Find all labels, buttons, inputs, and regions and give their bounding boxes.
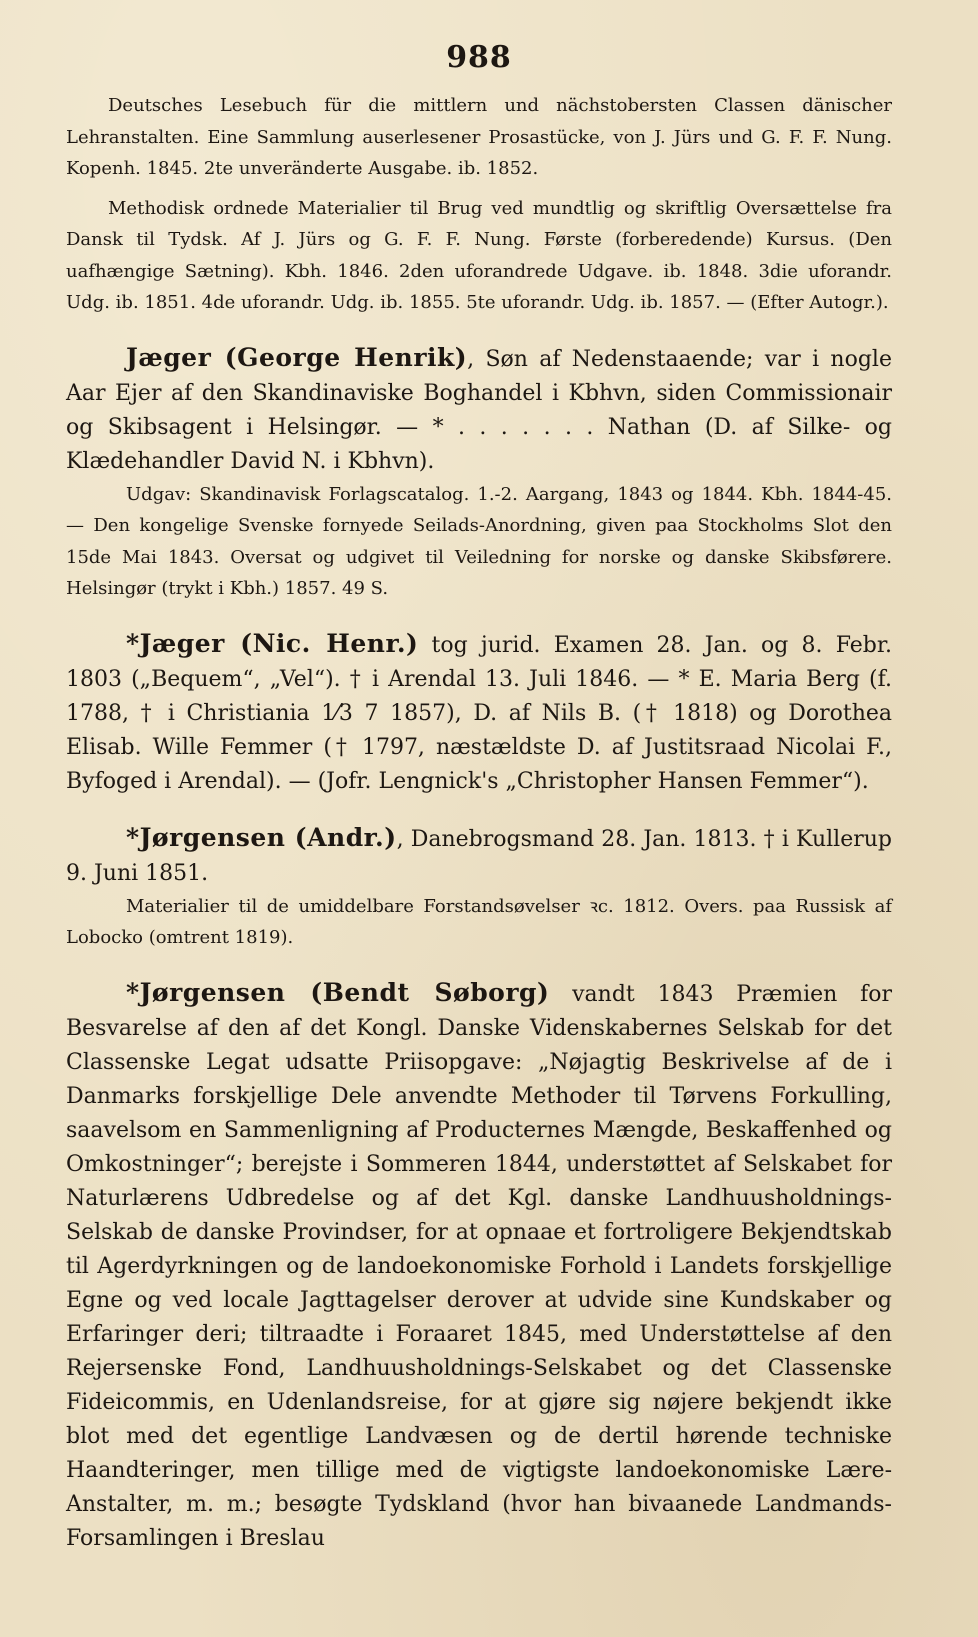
biography-entry-jaeger-george-henrik	[66, 341, 892, 479]
biography-paragraph	[66, 341, 892, 479]
publications-jaeger-george-henrik	[66, 479, 892, 605]
biography-text: vandt 1843 Præmien for Besvarelse af den af det Kongl. Danske Videnskabernes Selskab for det Classenske Legat udsatte Priisopgave: „Nøjagtig Beskrivelse af de i Danmarks forskjellige Dele anvendte Methoder til Tørvens Forkulling, saavelsom en Sammenligning af Producternes Mængde, Beskaffenhed og Omkostninger“; berejste i Sommeren 1844, understøttet af Selskabet for Naturlærens Udbredelse og af det Kgl. danske Landhuusholdnings-Selskab de danske Provindser, for at opnaae et fortroligere Bekjendtskab til Agerdyrkningen og de landoekonomiske Forhold i Landets forskjellige Egne og ved locale Jagttagelser derover at udvide sine Kundskaber og Erfaringer deri; tiltraadte i Foraaret 1845, med Understøttelse af den Rejersenske Fond, Landhuusholdnings-Selskabet og det Classenske Fideicommis, en Udenlandsreise, for at gjøre sig nøjere bekjendt ikke blot med det egentlige Landvæsen og de dertil hørende techniske Haandteringer, men tillige med de vigtigste landoekonomiske Lære-Anstalter, m. m.; besøgte Tydskland (hvor han bivaanede Landmands-Forsamlingen i Breslau	[66, 981, 892, 1551]
entry-headword: Jæger (George Henrik)	[126, 342, 468, 372]
entry-headword: *Jørgensen (Bendt Søborg)	[126, 977, 550, 1007]
publication-entry-lesebuch	[66, 90, 892, 185]
publication-text: Deutsches Lesebuch für die mittlern und nächstobersten Classen dänischer Lehranstalten. Eine Sammlung auserlesener Prosastücke, von J. Jürs und G. F. F. Nung. Kopenh. 1845. 2te unveränderte Ausgabe. ib. 1852.	[66, 95, 892, 179]
entry-headword: *Jørgensen (Andr.)	[126, 822, 397, 852]
biography-text: , Søn af Nedenstaaende; var i nogle Aar Ejer af den Skandinaviske Boghandel i Kbhvn, siden Commissionair og Skibsagent i Helsingør. — * . . . . . . . Nathan (D. af Silke- og Klædehandler David N. i Kbhvn).	[66, 346, 892, 474]
biography-paragraph	[66, 627, 892, 799]
biography-entry-jorgensen-andr	[66, 821, 892, 891]
biography-entry-jaeger-nic-henr	[66, 627, 892, 799]
publications-jorgensen-andr	[66, 891, 892, 954]
publication-entry-materialier	[66, 193, 892, 319]
biography-text: , Danebrogsmand 28. Jan. 1813. † i Kullerup 9. Juni 1851.	[66, 826, 892, 886]
biography-paragraph	[66, 976, 892, 1556]
entry-headword: *Jæger (Nic. Henr.)	[126, 628, 419, 658]
publication-text: Materialier til de umiddelbare Forstandsøvelser ꝛc. 1812. Overs. paa Russisk af Lobocko (omtrent 1819).	[66, 895, 892, 948]
biography-text: tog jurid. Examen 28. Jan. og 8. Febr. 1803 („Bequem“, „Vel“). † i Arendal 13. Juli 1846. — * E. Maria Berg (f. 1788, † i Christiania 1⁄3 7 1857), D. af Nils B. († 1818) og Dorothea Elisab. Wille Femmer († 1797, næstældste D. af Justitsraad Nicolai F., Byfoged i Arendal). — (Jofr. Lengnick's „Christopher Hansen Femmer“).	[66, 632, 892, 794]
biography-entry-jorgensen-bendt-soborg	[66, 976, 892, 1556]
publication-text: Udgav: Skandinavisk Forlagscatalog. 1.-2. Aargang, 1843 og 1844. Kbh. 1844-45. — Den kongelige Svenske fornyede Seilads-Anordning, given paa Stockholms Slot den 15de Mai 1843. Oversat og udgivet til Veiledning for norske og danske Skibsførere. Helsingør (trykt i Kbh.) 1857. 49 S.	[66, 483, 892, 599]
page-number: 988	[446, 40, 512, 75]
biography-paragraph	[66, 821, 892, 891]
publication-text: Methodisk ordnede Materialier til Brug ved mundtlig og skriftlig Oversættelse fra Dansk til Tydsk. Af J. Jürs og G. F. F. Nung. Første (forberedende) Kursus. (Den uafhængige Sætning). Kbh. 1846. 2den uforandrede Udgave. ib. 1848. 3die uforandr. Udg. ib. 1851. 4de uforandr. Udg. ib. 1855. 5te uforandr. Udg. ib. 1857. — (Efter Autogr.).	[66, 197, 892, 313]
